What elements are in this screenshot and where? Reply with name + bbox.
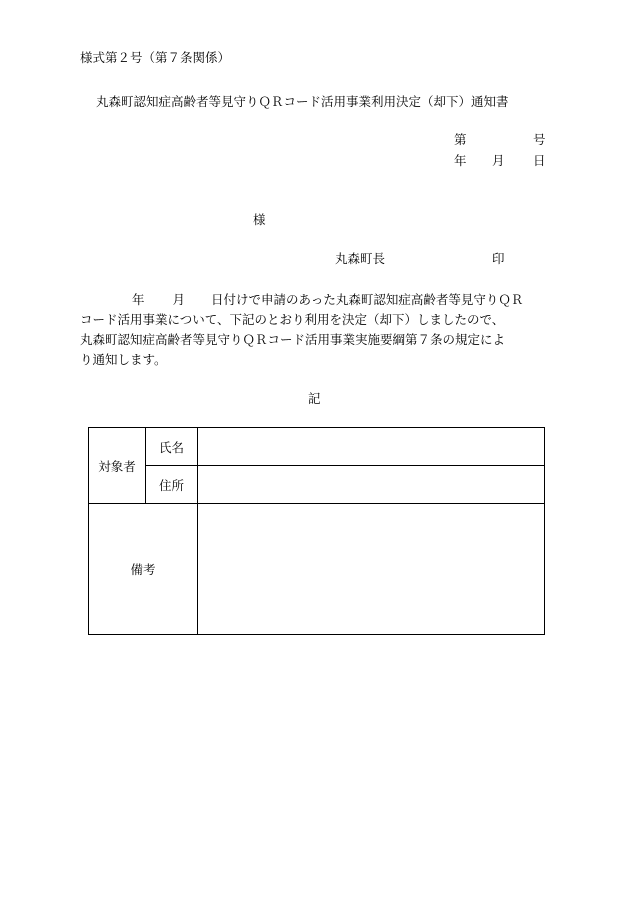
document-title: 丸森町認知症高齢者等見守りＱＲコード活用事業利用決定（却下）通知書 [96,94,509,109]
details-table [88,427,545,635]
body-line-2: コード活用事業について、下記のとおり利用を決定（却下）しましたので、 [80,312,505,327]
date-day-label: 日 [533,153,546,168]
address-label: 住所 [146,466,198,504]
name-value-field[interactable] [198,428,545,466]
body-month-label: 月 [172,292,186,307]
name-label: 氏名 [146,428,198,466]
document-number-suffix: 号 [533,132,546,147]
address-value-field[interactable] [198,466,545,504]
subject-label: 対象者 [89,428,146,504]
body-line-4: り通知します。 [80,352,167,367]
issuer-name: 丸森町長 [335,251,386,266]
form-number: 様式第２号（第７条関係） [80,50,231,65]
table-row-address [89,466,545,504]
body-line-3: 丸森町認知症高齢者等見守りＱＲコード活用事業実施要綱第７条の規定によ [80,332,506,347]
seal-mark: 印 [492,251,505,266]
date-year-label: 年 [454,153,467,168]
addressee-honorific: 様 [253,212,266,227]
remarks-label: 備考 [89,504,198,635]
body-year-label: 年 [132,292,145,307]
remarks-value-field[interactable] [198,504,545,635]
document-number-prefix: 第 [454,132,467,147]
body-line-1-text: 日付けで申請のあった丸森町認知症高齢者等見守りＱＲ [211,292,524,307]
body-line-1 [132,290,523,308]
date-month-label: 月 [492,153,505,168]
table-row-remarks [89,504,545,635]
ki-heading: 記 [308,391,321,406]
table-row-name [89,428,545,466]
